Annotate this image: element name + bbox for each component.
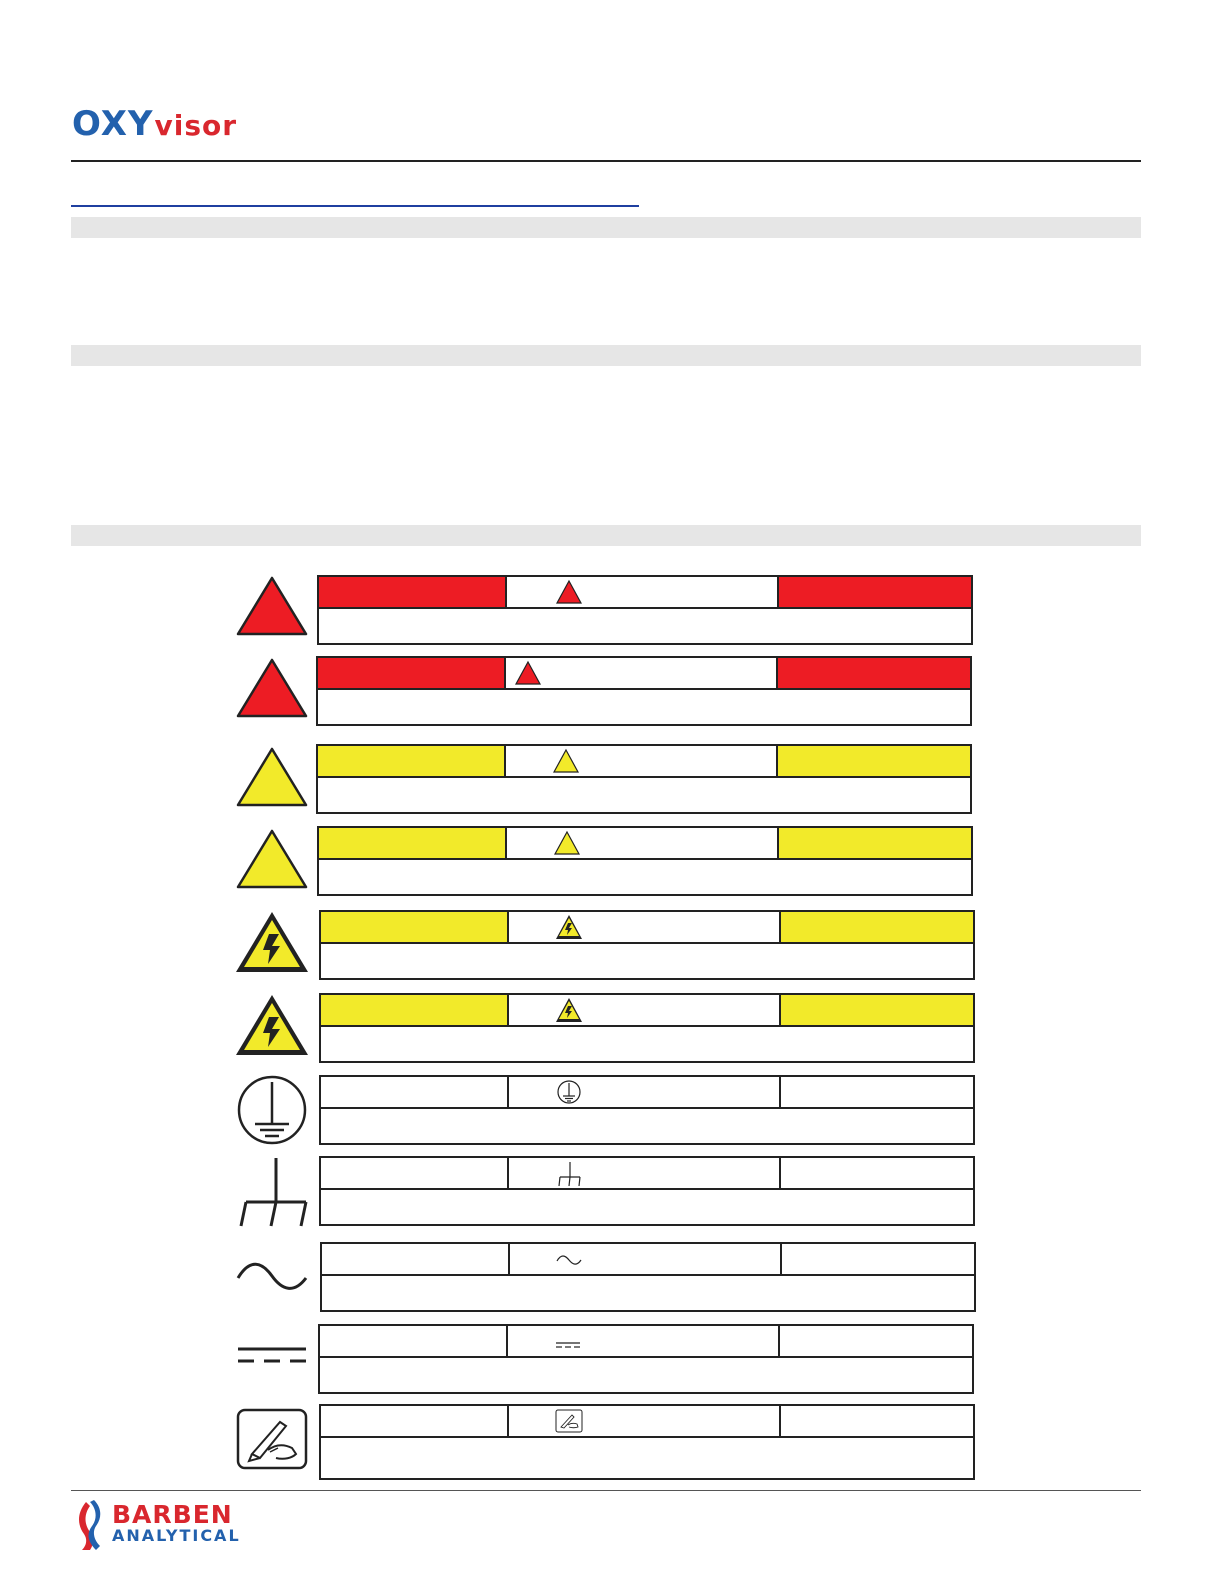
title-underline (71, 205, 639, 207)
label-header-left (321, 1406, 509, 1436)
label-header-center (509, 1406, 781, 1436)
hazard-label-caution (317, 826, 973, 896)
label-header-left (318, 658, 506, 688)
label-header-right (781, 1158, 973, 1188)
label-header-right (779, 828, 971, 858)
label-header-right (781, 1077, 973, 1107)
header-divider (71, 160, 1141, 162)
footer-divider (71, 1490, 1141, 1491)
hazard-label-warning (316, 656, 972, 726)
direct-current-icon (232, 1316, 312, 1396)
oxyvisor-logo (72, 104, 237, 144)
section-header-bar (71, 345, 1141, 366)
label-header-left (320, 1326, 508, 1356)
caution-triangle-yellow-icon (232, 741, 312, 821)
logo-oxy-text: OXY (72, 104, 154, 144)
chassis-ground-icon (555, 1160, 583, 1186)
warning-triangle-red-icon (514, 660, 542, 686)
chassis-ground-icon (232, 1152, 312, 1232)
label-header-right (782, 1244, 974, 1274)
caution-triangle-yellow-icon (553, 830, 581, 856)
label-header-left (319, 577, 507, 607)
label-header-center (506, 658, 778, 688)
label-header-right (778, 746, 970, 776)
section-header-bar (71, 525, 1141, 546)
warning-triangle-red-icon (555, 579, 583, 605)
label-header-right (778, 658, 970, 688)
caution-triangle-yellow-icon (232, 823, 312, 903)
footer-brand-analytical: ANALYTICAL (112, 1526, 241, 1545)
label-header-center (508, 1326, 780, 1356)
protective-earth-ground-icon (555, 1079, 583, 1105)
hazard-label-caution (316, 744, 972, 814)
label-header-center (509, 1077, 781, 1107)
electrical-shock-hazard-icon (555, 997, 583, 1023)
label-header-left (319, 828, 507, 858)
note-hand-writing-icon (232, 1404, 312, 1484)
label-header-right (780, 1326, 972, 1356)
label-header-left (321, 1077, 509, 1107)
footer-brand-barben: BARBEN (112, 1500, 233, 1529)
hazard-label-electrical (319, 993, 975, 1063)
electrical-shock-hazard-icon (232, 906, 312, 986)
hazard-label-danger (317, 575, 973, 645)
label-header-center (510, 1244, 782, 1274)
direct-current-icon (554, 1328, 582, 1354)
hazard-label-chassis-ground (319, 1156, 975, 1226)
danger-warning-triangle-red-icon (232, 570, 312, 650)
label-header-right (781, 1406, 973, 1436)
note-hand-writing-icon (555, 1408, 583, 1434)
hazard-label-electrical (319, 910, 975, 980)
label-header-left (321, 1158, 509, 1188)
logo-visor-text: visor (154, 109, 238, 142)
caution-triangle-yellow-icon (552, 748, 580, 774)
hazard-label-note (319, 1404, 975, 1480)
warning-triangle-red-icon (232, 652, 312, 732)
hazard-label-direct-current (318, 1324, 974, 1394)
label-header-right (779, 577, 971, 607)
hazard-label-alternating-current (320, 1242, 976, 1312)
label-header-center (509, 912, 781, 942)
section-header-bar (71, 217, 1141, 238)
label-header-center (506, 746, 778, 776)
alternating-current-icon (555, 1246, 583, 1272)
electrical-shock-hazard-icon (232, 989, 312, 1069)
label-header-left (318, 746, 506, 776)
label-header-left (321, 912, 509, 942)
electrical-shock-hazard-icon (555, 914, 583, 940)
label-header-center (509, 995, 781, 1025)
label-header-center (507, 828, 779, 858)
label-header-left (321, 995, 509, 1025)
hazard-label-protective-earth (319, 1075, 975, 1145)
protective-earth-ground-icon (232, 1072, 312, 1152)
label-header-right (781, 995, 973, 1025)
alternating-current-icon (232, 1238, 312, 1318)
label-header-center (507, 577, 779, 607)
label-header-left (322, 1244, 510, 1274)
label-header-center (509, 1158, 781, 1188)
label-header-right (781, 912, 973, 942)
